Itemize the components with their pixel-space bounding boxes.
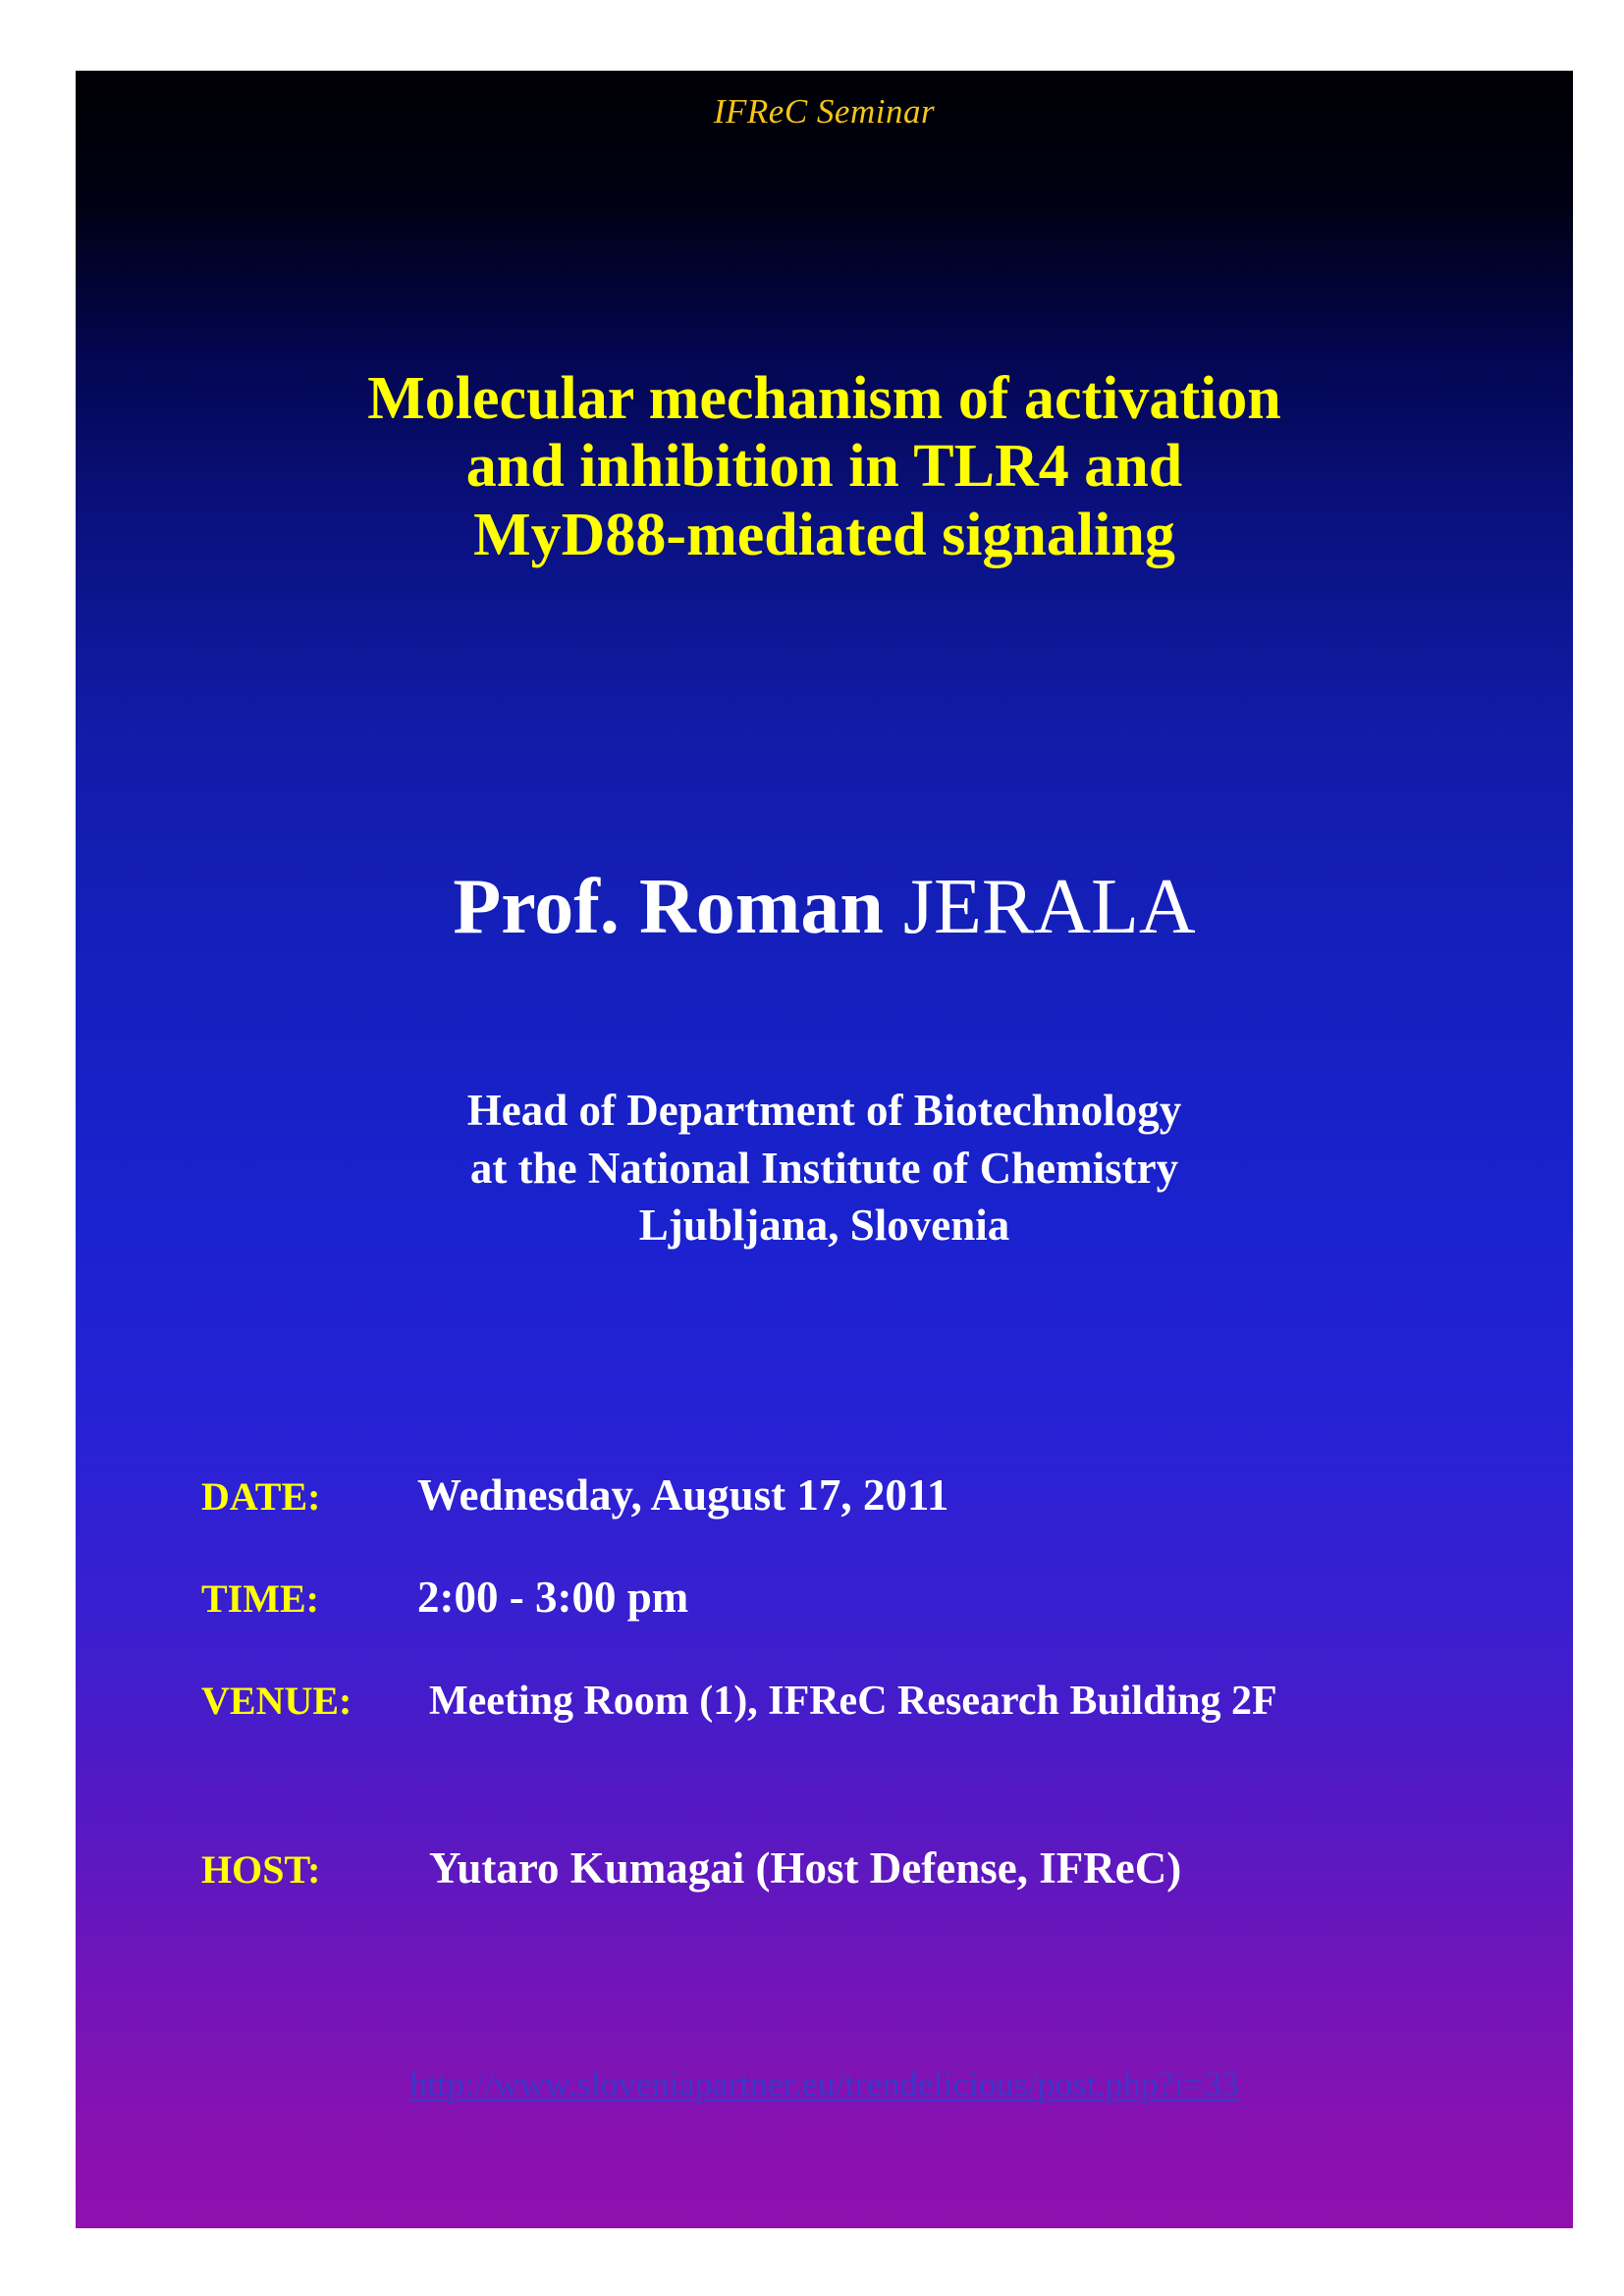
affiliation-line-2: at the National Institute of Chemistry	[469, 1143, 1179, 1193]
speaker-family-name: JERALA	[902, 864, 1196, 950]
detail-row-date	[201, 1469, 1517, 1521]
detail-row-venue	[201, 1678, 1517, 1725]
seminar-title	[135, 365, 1514, 569]
venue-value: Meeting Room (1), IFReC Research Building 2F	[429, 1679, 1277, 1724]
seminar-poster	[76, 71, 1573, 2228]
speaker-name	[135, 866, 1514, 948]
affiliation-line-3: Ljubljana, Slovenia	[638, 1201, 1010, 1250]
seminar-title-line-1: Molecular mechanism of activation	[367, 365, 1281, 432]
seminar-series-label: IFReC Seminar	[713, 92, 936, 131]
date-label: DATE:	[201, 1474, 321, 1519]
seminar-title-line-2: and inhibition in TLR4 and	[465, 433, 1183, 501]
time-value: 2:00 - 3:00 pm	[417, 1573, 689, 1622]
time-label: TIME:	[201, 1576, 319, 1621]
affiliation-line-1: Head of Department of Biotechnology	[466, 1086, 1182, 1135]
speaker-affiliation	[135, 1082, 1514, 1255]
venue-label: VENUE:	[201, 1679, 352, 1723]
date-value: Wednesday, August 17, 2011	[417, 1470, 949, 1520]
event-details	[201, 1469, 1517, 1919]
detail-row-host	[201, 1842, 1517, 1894]
seminar-title-line-3: MyD88-mediated signaling	[473, 501, 1175, 568]
reference-link-container	[76, 2063, 1573, 2105]
host-label: HOST:	[201, 1847, 321, 1892]
speaker-honorific: Prof.	[453, 864, 620, 950]
host-value: Yutaro Kumagai (Host Defense, IFReC)	[429, 1843, 1182, 1893]
reference-link[interactable]: http://www.sloveniapartner.eu/trendelicious/post.php?i=33	[409, 2064, 1239, 2104]
detail-row-time	[201, 1572, 1517, 1623]
speaker-given-name: Roman	[638, 864, 884, 950]
